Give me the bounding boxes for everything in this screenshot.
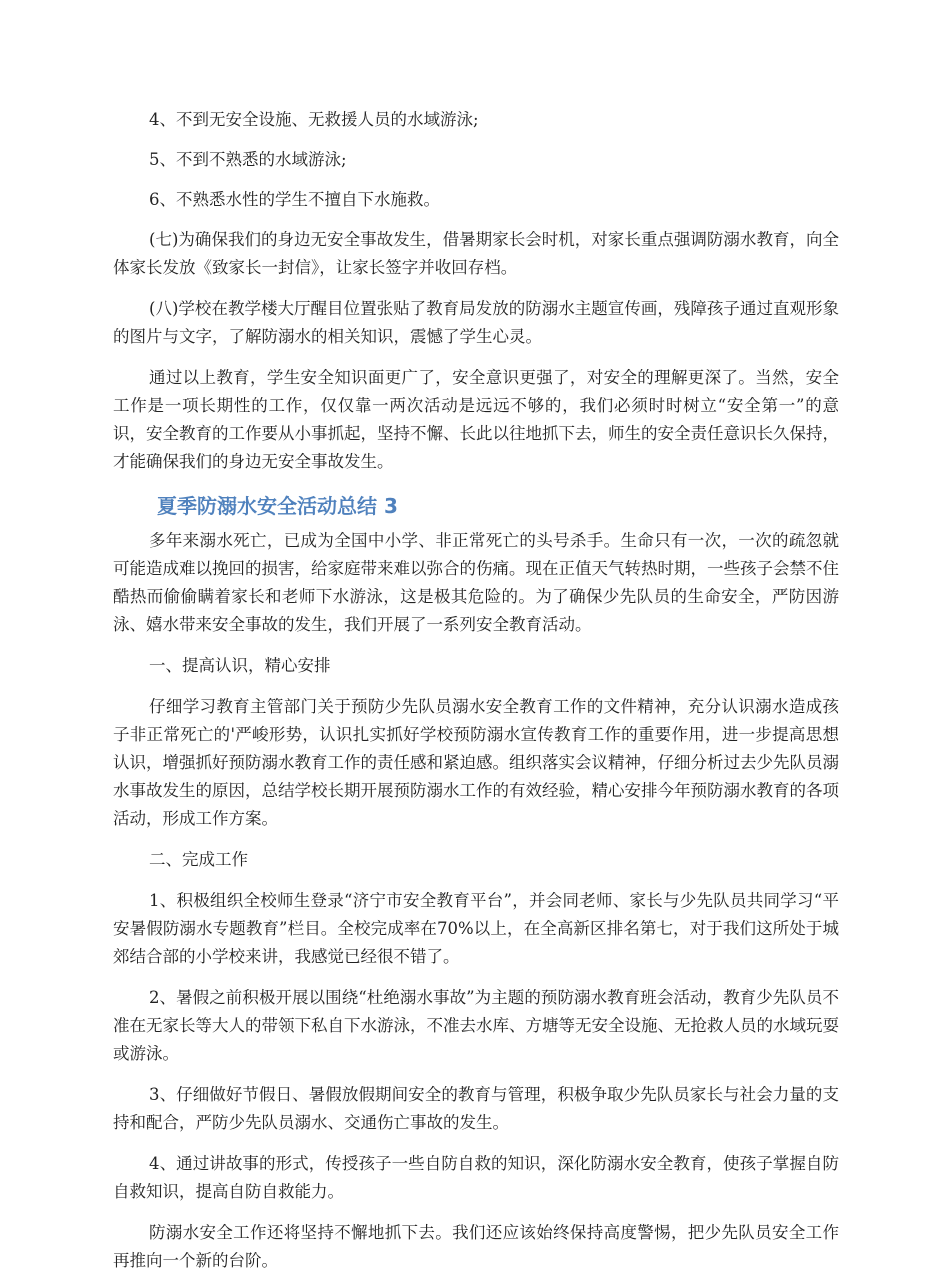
subheading-one: 一、提高认识，精心安排 [149,656,331,675]
subheading-two: 二、完成工作 [149,850,248,869]
work-item-2: 2、暑假之前积极开展以围绕“杜绝溺水事故”为主题的预防溺水教育班会活动，教育少先队员不准在无家长等大人的带领下私自下水游泳，不准去水库、方塘等无安全设施、无抢救人员的水域玩耍或游泳。 [113,988,839,1063]
list-item-4: 4、不到无安全设施、无救援人员的水域游泳; [149,110,479,129]
paragraph-study: 仔细学习教育主管部门关于预防少先队员溺水安全教育工作的文件精神，充分认识溺水造成孩子非正常死亡的'严峻形势，认识扎实抓好学校预防溺水宣传教育工作的重要作用，进一步提高思想认识，增强抓好预防溺水教育工作的责任感和紧迫感。组织落实会议精神，仔细分析过去少先队员溺水事故发生的原因，总结学校长期开展预防溺水工作的有效经验，精心安排今年预防溺水教育的各项活动，形成工作方案。 [113,697,839,828]
list-item-6: 6、不熟悉水性的学生不擅自下水施救。 [149,190,440,209]
paragraph-closing: 防溺水安全工作还将坚持不懈地抓下去。我们还应该始终保持高度警惕，把少先队员安全工作再推向一个新的台阶。 [113,1223,839,1270]
paragraph-seven: (七)为确保我们的身边无安全事故发生，借暑期家长会时机，对家长重点强调防溺水教育，向全体家长发放《致家长一封信》，让家长签字并收回存档。 [113,230,839,277]
work-item-1: 1、积极组织全校师生登录“济宁市安全教育平台”，并会同老师、家长与少先队员共同学习“平安暑假防溺水专题教育”栏目。全校完成率在70%以上，在全高新区排名第七，对于我们这所处于城郊结合部的小学校来讲，我感觉已经很不错了。 [113,891,839,966]
section-heading: 夏季防溺水安全活动总结 3 [157,494,398,518]
paragraph-eight: (八)学校在教学楼大厅醒目位置张贴了教育局发放的防溺水主题宣传画，残障孩子通过直观形象的图片与文字，了解防溺水的相关知识，震憾了学生心灵。 [113,299,839,346]
work-item-3: 3、仔细做好节假日、暑假放假期间安全的教育与管理，积极争取少先队员家长与社会力量的支持和配合，严防少先队员溺水、交通伤亡事故的发生。 [113,1085,839,1132]
document-page [113,106,839,1288]
list-item-5: 5、不到不熟悉的水域游泳; [149,150,347,169]
paragraph-intro: 多年来溺水死亡，已成为全国中小学、非正常死亡的头号杀手。生命只有一次，一次的疏忽就可能造成难以挽回的损害，给家庭带来难以弥合的伤痛。现在正值天气转热时期，一些孩子会禁不住酷热而偷偷瞒着家长和老师下水游泳，这是极其危险的。为了确保少先队员的生命安全，严防因游泳、嬉水带来安全事故的发生，我们开展了一系列安全教育活动。 [113,531,839,634]
paragraph-conclusion: 通过以上教育，学生安全知识面更广了，安全意识更强了，对安全的理解更深了。当然，安全工作是一项长期性的工作，仅仅靠一两次活动是远远不够的，我们必须时时树立“安全第一”的意识，安全教育的工作要从小事抓起，坚持不懈、长此以往地抓下去，师生的安全责任意识长久保持，才能确保我们的身边无安全事故发生。 [113,368,839,471]
work-item-4: 4、通过讲故事的形式，传授孩子一些自防自救的知识，深化防溺水安全教育，使孩子掌握自防自救知识，提高自防自救能力。 [113,1154,839,1201]
